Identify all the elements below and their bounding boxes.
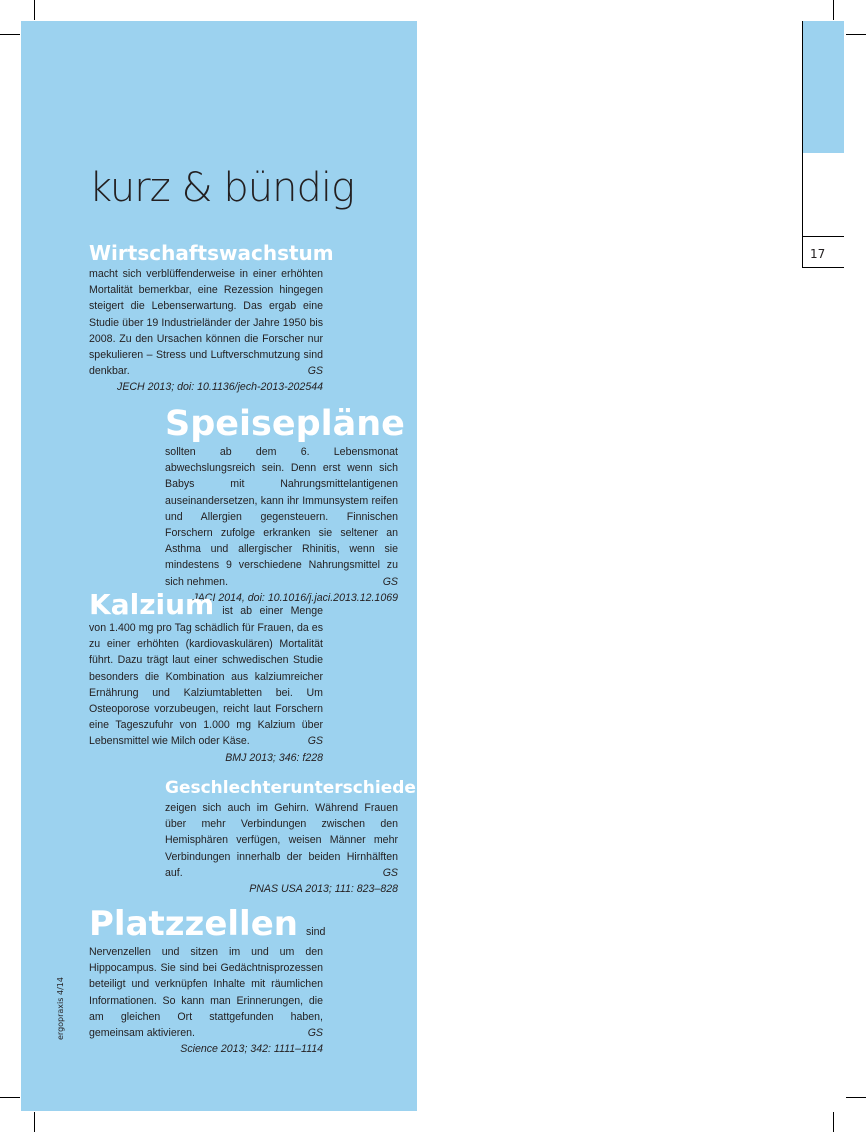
crop-mark [0, 34, 20, 35]
article-body [89, 904, 326, 1041]
section-tab [803, 21, 844, 153]
article-body [165, 444, 398, 590]
crop-mark [846, 34, 866, 35]
article-citation: PNAS USA 2013; 111: 823–828 [249, 883, 398, 896]
article-kalzium [89, 590, 323, 766]
page-title: kurz & bündig [89, 165, 354, 211]
article-platzzellen [89, 904, 326, 1057]
article-headline: Kalzium [89, 588, 215, 621]
article-citation: Science 2013; 342: 1111–1114 [180, 1043, 323, 1056]
page-number: 17 [810, 247, 826, 261]
crop-mark [34, 1112, 35, 1132]
crop-mark [34, 0, 35, 20]
author-signature: GS [382, 866, 398, 879]
article-body [89, 266, 323, 379]
article-body-text: zeigen sich auch im Gehirn. Während Frauen über mehr Verbindungen zwischen den Hemisphären verfügen, weisen Männer mehr Verbindungen innerhalb der beiden Hirnhälften auf. [165, 802, 398, 879]
article-body-text: sind Nervenzellen und sitzen im und um den Hippocampus. Sie sind bei Gedächtnisprozessen beteiligt und verknüpfen Inhalte mit räumlichen Informationen. So kann man Erinnerungen, die am gleichen Ort stattgefunden haben, gemeinsam aktivieren. [89, 926, 326, 1040]
article-citation: JACI 2014, doi: 10.1016/j.jaci.2013.12.1069 [192, 591, 398, 604]
article-body [165, 800, 398, 881]
article-headline: Geschlechterunterschiede [165, 778, 416, 798]
article-headline: Speisepläne [165, 404, 405, 444]
crop-mark [833, 1112, 834, 1132]
article-citation: JECH 2013; doi: 10.1136/jech-2013-202544 [117, 381, 323, 394]
section-tab-rule [802, 21, 803, 268]
article-headline: Wirtschaftswachstum [89, 241, 334, 265]
author-signature: GS [307, 735, 323, 748]
article-geschlechterunterschiede [165, 776, 416, 897]
author-signature: GS [382, 575, 398, 588]
author-signature: GS [307, 365, 323, 378]
section-tab-rule [802, 236, 844, 237]
crop-mark [0, 1097, 20, 1098]
article-speiseplaene [165, 404, 405, 606]
article-body-text: macht sich verblüffenderweise in einer erhöhten Mortalität bemerkbar, eine Rezession hingegen steigert die Lebenserwartung. Das ergab eine Studie über 19 Industrieländer der Jahre 1950 bis 2008. Zu den Ursachen können die Forscher nur spekulieren – Stress und Luftverschmutzung sind denkbar. [89, 268, 323, 378]
article-headline: Platzzellen [89, 904, 298, 944]
article-body-text: ist ab einer Menge von 1.400 mg pro Tag schädlich für Frauen, da es zu einer erhöhten (kardiovaskulären) Mortalität führt. Dazu trägt laut einer schwedischen Studie besonders die Kombination aus kalziumreicher Ernährung und Kalziumtabletten bei. Um Osteoporose vorzubeugen, reicht laut Forschern eine Tageszufuhr von 1.000 mg Kalzium über Lebensmittel wie Milch oder Käse. [89, 605, 323, 748]
article-body [89, 590, 323, 750]
crop-mark [833, 0, 834, 20]
section-tab-rule [802, 267, 844, 268]
article-body-text: sollten ab dem 6. Lebensmonat abwechslungsreich sein. Denn erst wenn sich Babys mit Nahrungsmittelantigenen auseinandersetzen, kann ihr Immunsystem reifen und Allergien gegensteuern. Finnischen Forschern zufolge erkranken sie seltener an Asthma und allergischer Rhinitis, wenn sie mindestens 9 verschiedene Nahrungsmittel zu sich nehmen. [165, 446, 398, 588]
author-signature: GS [307, 1027, 323, 1040]
crop-mark [846, 1097, 866, 1098]
article-citation: BMJ 2013; 346: f228 [225, 751, 323, 764]
magazine-issue-label: ergopraxis 4/14 [56, 977, 65, 1040]
article-wirtschaftswachstum [89, 240, 334, 395]
